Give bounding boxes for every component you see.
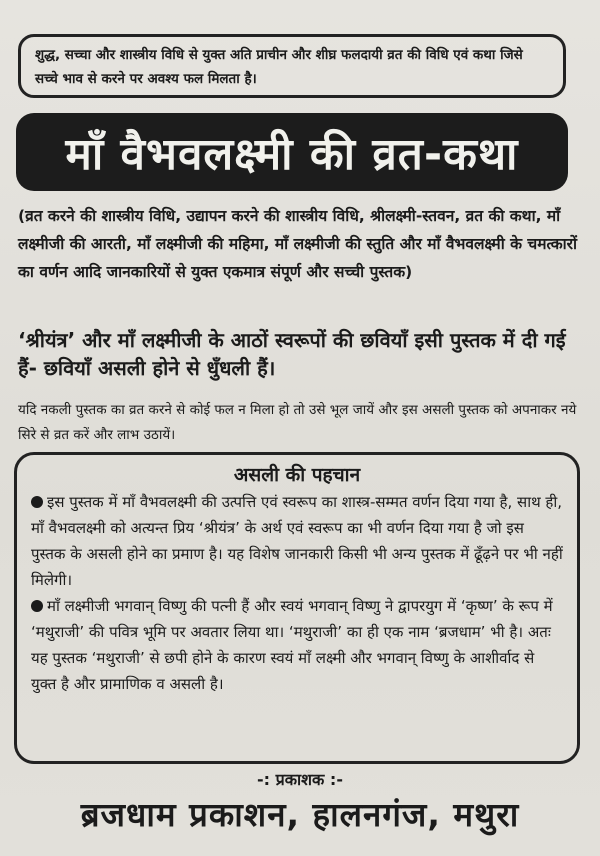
identification-point-text: इस पुस्तक में माँ वैभवलक्ष्मी की उत्पत्ति एवं स्वरूप का शास्त्र-सम्मत वर्णन दिया गया है, साथ ही, माँ वैभवलक्ष्मी को अत्यन्त प्रिय ‘श्रीयंत्र’ के अर्थ एवं स्वरूप का भी वर्णन दिया गया है जो इस पुस्तक के असली होने का प्रमाण है। यह विशेष जानकारी किसी भी अन्य पुस्तक में ढूँढ़ने पर भी नहीं मिलेगी।: [31, 493, 563, 589]
intro-box: [18, 34, 566, 98]
fake-book-note: यदि नकली पुस्तक का व्रत करने से कोई फल न मिला हो तो उसे भूल जायें और इस असली पुस्तक को अपनाकर नये सिरे से व्रत करें और लाभ उठायें।: [18, 402, 577, 443]
book-description: (व्रत करने की शास्त्रीय विधि, उद्यापन करने की शास्त्रीय विधि, श्रीलक्ष्मी-स्तवन, व्रत की कथा, माँ लक्ष्मीजी की आरती, माँ लक्ष्मीजी की महिमा, माँ लक्ष्मीजी की स्तुति और माँ वैभवलक्ष्मी के चमत्कारों का वर्णन आदि जानकारियों से युक्त एकमात्र संपूर्ण और सच्ची पुस्तक): [18, 207, 577, 281]
publisher-name: ब्रजधाम प्रकाशन, हालनगंज, मथुरा: [80, 795, 520, 834]
identification-point: [31, 489, 563, 593]
shriyantra-note: ‘श्रीयंत्र’ और माँ लक्ष्मीजी के आठों स्वरूपों की छवियाँ इसी पुस्तक में दी गई हैं- छवियाँ असली होने से धुँधली हैं।: [18, 328, 566, 380]
page-title: माँ वैभवलक्ष्मी की व्रत-कथा: [65, 129, 519, 180]
identification-title: असली की पहचान: [233, 464, 361, 486]
bullet-icon: [31, 600, 43, 612]
title-banner: [16, 113, 568, 191]
identification-box: [14, 452, 580, 764]
publisher-label: -: प्रकाशक :-: [257, 770, 343, 789]
identification-point: [31, 593, 563, 697]
identification-point-text: माँ लक्ष्मीजी भगवान् विष्णु की पत्नी हैं और स्वयं भगवान् विष्णु ने द्वापरयुग में ‘कृष्ण’ के रूप में ‘मथुराजी’ की पवित्र भूमि पर अवतार लिया था। ‘मथुराजी’ का ही एक नाम ‘ब्रजधाम’ भी है। अतः यह पुस्तक ‘मथुराजी’ से छपी होने के कारण स्वयं माँ लक्ष्मी और भगवान् विष्णु के आशीर्वाद से युक्त है और प्रामाणिक व असली है।: [31, 597, 553, 693]
bullet-icon: [31, 496, 43, 508]
intro-text: शुद्ध, सच्चा और शास्त्रीय विधि से युक्त अति प्राचीन और शीघ्र फलदायी व्रत की विधि एवं कथा जिसे सच्चे भाव से करने पर अवश्य फल मिलता है।: [35, 47, 523, 87]
